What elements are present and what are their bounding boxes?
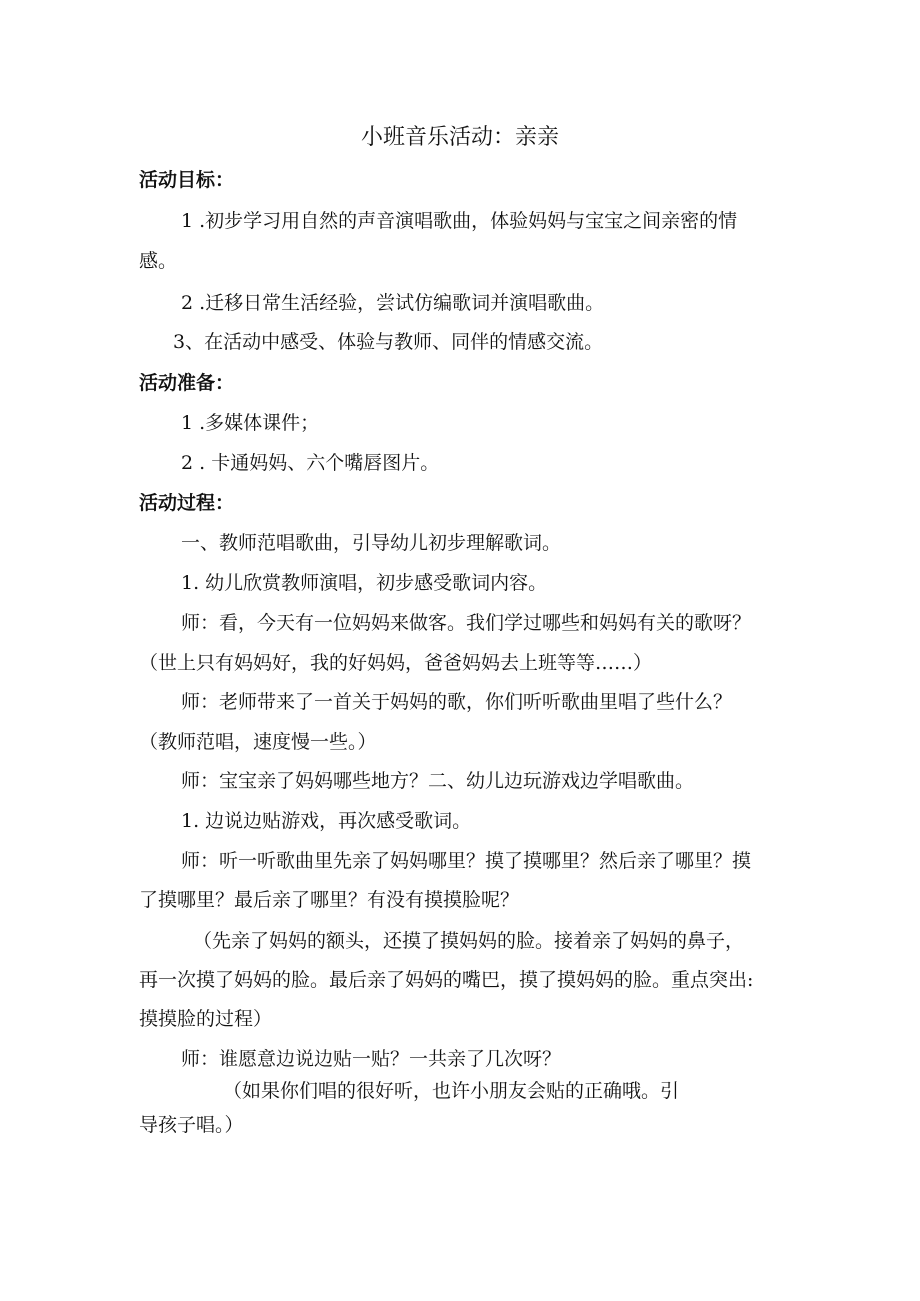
goals-item-2: 2 .迁移日常生活经验，尝试仿编歌词并演唱歌曲。 xyxy=(181,292,605,314)
page-title: 小班音乐活动：亲亲 xyxy=(360,125,559,150)
process-paragraph-3-line-1: 师：看，今天有一位妈妈来做客。我们学过哪些和妈妈有关的歌呀？ xyxy=(181,612,752,634)
goals-item-3: 3、在活动中感受、体验与教师、同伴的情感交流。 xyxy=(173,331,604,353)
process-paragraph-8-line-3: 摸摸脸的过程） xyxy=(139,1008,273,1030)
process-paragraph-7-line-1: 师：听一听歌曲里先亲了妈妈哪里？摸了摸哪里？然后亲了哪里？摸 xyxy=(181,850,752,872)
goals-heading: 活动目标： xyxy=(139,169,235,191)
process-heading: 活动过程： xyxy=(139,492,235,514)
process-paragraph-5: 师：宝宝亲了妈妈哪些地方？二、幼儿边玩游戏边学唱歌曲。 xyxy=(181,770,695,792)
process-paragraph-1: 一、教师范唱歌曲，引导幼儿初步理解歌词。 xyxy=(181,532,562,554)
process-paragraph-4-line-1: 师：老师带来了一首关于妈妈的歌，你们听听歌曲里唱了些什么？ xyxy=(181,691,733,713)
process-paragraph-9: 师：谁愿意边说边贴一贴？一共亲了几次呀？ xyxy=(181,1048,562,1070)
goals-item-1-line-2: 感。 xyxy=(139,250,178,272)
goals-item-1-line-1: 1 .初步学习用自然的声音演唱歌曲，体验妈妈与宝宝之间亲密的情 xyxy=(181,210,738,232)
process-paragraph-10-line-2: 导孩子唱。） xyxy=(139,1114,244,1136)
process-paragraph-2: 1. 幼儿欣赏教师演唱，初步感受歌词内容。 xyxy=(181,572,548,594)
prep-item-1: 1 .多媒体课件； xyxy=(181,412,320,434)
process-paragraph-4-line-2: （教师范唱，速度慢一些。） xyxy=(139,731,377,753)
prep-heading: 活动准备： xyxy=(139,372,235,394)
process-paragraph-3-line-2: （世上只有妈妈好，我的好妈妈，爸爸妈妈去上班等等……） xyxy=(139,652,653,674)
prep-item-2: 2 . 卡通妈妈、六个嘴唇图片。 xyxy=(181,452,440,474)
process-paragraph-8-line-2: 再一次摸了妈妈的脸。最后亲了妈妈的嘴巴，摸了摸妈妈的脸。重点突出: xyxy=(139,969,754,991)
process-paragraph-6: 1. 边说边贴游戏，再次感受歌词。 xyxy=(181,810,472,832)
process-paragraph-7-line-2: 了摸哪里？最后亲了哪里？有没有摸摸脸呢？ xyxy=(139,889,520,911)
process-paragraph-8-line-1: （先亲了妈妈的额头，还摸了摸妈妈的脸。接着亲了妈妈的鼻子， xyxy=(193,930,745,952)
process-paragraph-10-line-1: （如果你们唱的很好听，也许小朋友会贴的正确哦。引 xyxy=(223,1080,680,1102)
